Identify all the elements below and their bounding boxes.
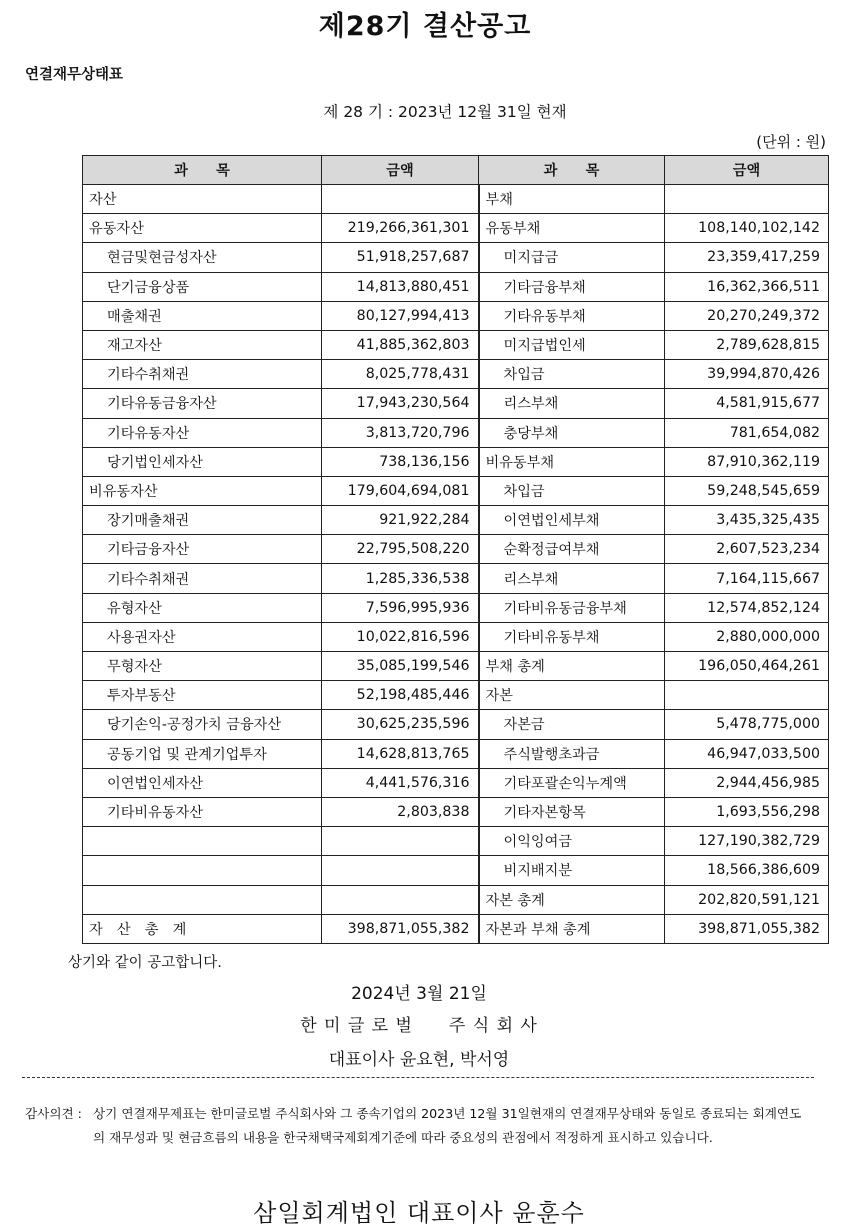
table-row <box>83 185 829 214</box>
asset-amount-cell <box>322 185 479 214</box>
table-row <box>83 360 829 389</box>
audit-opinion-text: 상기 연결재무제표는 한미글로벌 주식회사와 그 종속기업의 2023년 12월 31일현재의 연결재무상태와 동일로 종료되는 회계연도의 재무성과 및 현금흐름의 내용을 한국채택국제회계기준에 따라 중요성의 관점에서 적정하게 표시하고 있습니다. <box>93 1106 802 1145</box>
liability-item-cell: 기타비유동금융부채 <box>479 593 665 622</box>
asset-item-cell: 기타금융자산 <box>83 535 322 564</box>
liability-item-cell: 비유동부채 <box>479 447 665 476</box>
liability-item-cell: 리스부채 <box>479 564 665 593</box>
table-row <box>83 681 829 710</box>
asset-item-cell <box>83 885 322 914</box>
auditor-signature: 삼일회계법인 대표이사 윤훈수 <box>253 1199 585 1227</box>
liability-amount-cell: 5,478,775,000 <box>665 710 829 739</box>
liability-amount-cell: 202,820,591,121 <box>665 885 829 914</box>
asset-amount-cell: 10,022,816,596 <box>322 622 479 651</box>
liability-amount-cell <box>665 185 829 214</box>
table-row <box>83 389 829 418</box>
asset-item-cell: 이연법인세자산 <box>83 768 322 797</box>
asset-item-cell: 비유동자산 <box>83 476 322 505</box>
liability-amount-cell: 12,574,852,124 <box>665 593 829 622</box>
dashed-divider <box>22 1077 814 1078</box>
ceo-names: 대표이사 윤요현, 박서영 <box>328 1050 510 1070</box>
asset-item-cell <box>83 827 322 856</box>
asset-item-cell: 현금및현금성자산 <box>83 243 322 272</box>
liability-amount-cell: 23,359,417,259 <box>665 243 829 272</box>
liability-amount-cell: 2,607,523,234 <box>665 535 829 564</box>
asset-item-cell: 단기금융상품 <box>83 272 322 301</box>
asset-item-cell: 당기법인세자산 <box>83 447 322 476</box>
liability-item-cell: 기타포괄손익누계액 <box>479 768 665 797</box>
liability-item-cell: 순확정급여부채 <box>479 535 665 564</box>
liability-amount-cell: 59,248,545,659 <box>665 476 829 505</box>
table-row <box>83 652 829 681</box>
liability-amount-cell: 127,190,382,729 <box>665 827 829 856</box>
liability-item-cell: 자본금 <box>479 710 665 739</box>
liability-item-cell: 주식발행초과금 <box>479 739 665 768</box>
asset-item-cell: 장기매출채권 <box>83 506 322 535</box>
asset-item-cell: 자 산 총 계 <box>83 914 322 943</box>
liability-amount-cell: 108,140,102,142 <box>665 214 829 243</box>
balance-sheet-table <box>82 155 829 944</box>
liability-amount-cell: 1,693,556,298 <box>665 797 829 826</box>
liability-item-cell: 기타자본항목 <box>479 797 665 826</box>
liability-item-cell: 미지급법인세 <box>479 330 665 359</box>
liability-amount-cell <box>665 681 829 710</box>
header-liabilities-amount: 금액 <box>665 156 829 185</box>
liability-amount-cell: 16,362,366,511 <box>665 272 829 301</box>
liability-amount-cell: 781,654,082 <box>665 418 829 447</box>
asset-amount-cell: 30,625,235,596 <box>322 710 479 739</box>
asset-item-cell <box>83 856 322 885</box>
asset-item-cell: 재고자산 <box>83 330 322 359</box>
liability-item-cell: 부채 <box>479 185 665 214</box>
liability-item-cell: 이익잉여금 <box>479 827 665 856</box>
table-row <box>83 797 829 826</box>
liability-item-cell: 자본과 부채 총계 <box>479 914 665 943</box>
liability-amount-cell: 18,566,386,609 <box>665 856 829 885</box>
asset-amount-cell: 398,871,055,382 <box>322 914 479 943</box>
liability-item-cell: 미지급금 <box>479 243 665 272</box>
notice-title: 제28기 결산공고 <box>318 11 532 42</box>
asset-amount-cell: 2,803,838 <box>322 797 479 826</box>
asset-item-cell: 당기손익-공정가치 금융자산 <box>83 710 322 739</box>
asset-item-cell: 기타비유동자산 <box>83 797 322 826</box>
liability-item-cell: 차입금 <box>479 360 665 389</box>
table-row <box>83 593 829 622</box>
period-label: 제 28 기 : 2023년 12월 31일 현재 <box>323 103 567 121</box>
liability-item-cell: 기타유동부채 <box>479 301 665 330</box>
liability-amount-cell: 39,994,870,426 <box>665 360 829 389</box>
asset-amount-cell: 7,596,995,936 <box>322 593 479 622</box>
table-row <box>83 564 829 593</box>
table-row <box>83 914 829 943</box>
asset-amount-cell: 219,266,361,301 <box>322 214 479 243</box>
table-row <box>83 710 829 739</box>
liability-item-cell: 차입금 <box>479 476 665 505</box>
asset-amount-cell: 22,795,508,220 <box>322 535 479 564</box>
audit-opinion-label: 감사의견 : <box>25 1106 82 1121</box>
asset-amount-cell <box>322 885 479 914</box>
table-row <box>83 739 829 768</box>
asset-item-cell: 유동자산 <box>83 214 322 243</box>
table-row <box>83 243 829 272</box>
closing-statement: 상기와 같이 공고합니다. <box>68 955 222 971</box>
asset-item-cell: 공동기업 및 관계기업투자 <box>83 739 322 768</box>
table-row <box>83 506 829 535</box>
asset-amount-cell: 14,813,880,451 <box>322 272 479 301</box>
liability-amount-cell: 196,050,464,261 <box>665 652 829 681</box>
asset-item-cell: 기타수취채권 <box>83 360 322 389</box>
asset-item-cell: 매출채권 <box>83 301 322 330</box>
table-row <box>83 885 829 914</box>
table-row <box>83 330 829 359</box>
liability-amount-cell: 3,435,325,435 <box>665 506 829 535</box>
liability-item-cell: 비지배지분 <box>479 856 665 885</box>
table-row <box>83 856 829 885</box>
asset-item-cell: 사용권자산 <box>83 622 322 651</box>
liability-amount-cell: 87,910,362,119 <box>665 447 829 476</box>
asset-amount-cell: 8,025,778,431 <box>322 360 479 389</box>
company-name: 한 미 글 로 벌 주 식 회 사 <box>300 1016 538 1036</box>
table-row <box>83 622 829 651</box>
liability-amount-cell: 398,871,055,382 <box>665 914 829 943</box>
asset-item-cell: 자산 <box>83 185 322 214</box>
liability-item-cell: 충당부채 <box>479 418 665 447</box>
asset-item-cell: 기타유동금융자산 <box>83 389 322 418</box>
table-row <box>83 827 829 856</box>
asset-item-cell: 유형자산 <box>83 593 322 622</box>
table-row <box>83 535 829 564</box>
asset-amount-cell <box>322 856 479 885</box>
liability-item-cell: 이연법인세부채 <box>479 506 665 535</box>
asset-amount-cell: 4,441,576,316 <box>322 768 479 797</box>
table-row <box>83 214 829 243</box>
asset-amount-cell: 52,198,485,446 <box>322 681 479 710</box>
section-title: 연결재무상태표 <box>25 67 124 83</box>
table-row <box>83 476 829 505</box>
unit-label: (단위 : 원) <box>756 133 826 151</box>
table-row <box>83 768 829 797</box>
liability-amount-cell: 2,880,000,000 <box>665 622 829 651</box>
header-assets-amount: 금액 <box>322 156 479 185</box>
asset-amount-cell: 3,813,720,796 <box>322 418 479 447</box>
liability-amount-cell: 20,270,249,372 <box>665 301 829 330</box>
asset-amount-cell: 738,136,156 <box>322 447 479 476</box>
asset-amount-cell: 80,127,994,413 <box>322 301 479 330</box>
asset-amount-cell: 179,604,694,081 <box>322 476 479 505</box>
table-row <box>83 418 829 447</box>
asset-item-cell: 투자부동산 <box>83 681 322 710</box>
asset-amount-cell <box>322 827 479 856</box>
asset-item-cell: 기타수취채권 <box>83 564 322 593</box>
liability-amount-cell: 2,944,456,985 <box>665 768 829 797</box>
liability-item-cell: 자본 총계 <box>479 885 665 914</box>
liability-amount-cell: 2,789,628,815 <box>665 330 829 359</box>
asset-amount-cell: 17,943,230,564 <box>322 389 479 418</box>
liability-item-cell: 기타금융부채 <box>479 272 665 301</box>
liability-amount-cell: 46,947,033,500 <box>665 739 829 768</box>
table-body <box>83 185 829 944</box>
asset-amount-cell: 51,918,257,687 <box>322 243 479 272</box>
table-header-row <box>83 156 829 185</box>
asset-amount-cell: 921,922,284 <box>322 506 479 535</box>
asset-amount-cell: 1,285,336,538 <box>322 564 479 593</box>
asset-item-cell: 기타유동자산 <box>83 418 322 447</box>
table-row <box>83 272 829 301</box>
liability-amount-cell: 7,164,115,667 <box>665 564 829 593</box>
table-row <box>83 447 829 476</box>
liability-item-cell: 유동부채 <box>479 214 665 243</box>
header-liabilities-item: 과 목 <box>479 156 665 185</box>
table-row <box>83 301 829 330</box>
asset-amount-cell: 41,885,362,803 <box>322 330 479 359</box>
notice-date: 2024년 3월 21일 <box>351 984 487 1004</box>
liability-item-cell: 부채 총계 <box>479 652 665 681</box>
asset-amount-cell: 14,628,813,765 <box>322 739 479 768</box>
asset-item-cell: 무형자산 <box>83 652 322 681</box>
asset-amount-cell: 35,085,199,546 <box>322 652 479 681</box>
liability-amount-cell: 4,581,915,677 <box>665 389 829 418</box>
header-assets-item: 과 목 <box>83 156 322 185</box>
liability-item-cell: 리스부채 <box>479 389 665 418</box>
liability-item-cell: 기타비유동부채 <box>479 622 665 651</box>
liability-item-cell: 자본 <box>479 681 665 710</box>
